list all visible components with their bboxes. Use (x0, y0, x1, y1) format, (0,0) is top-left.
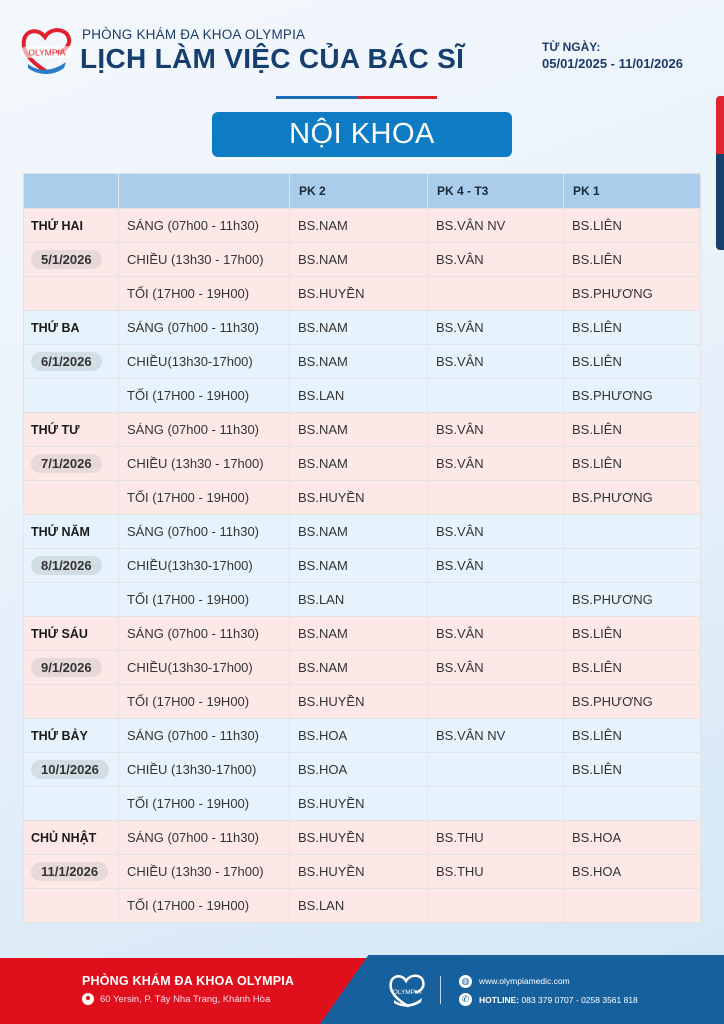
table-row (24, 515, 701, 549)
shift-cell: TỐI (17H00 - 19H00) (119, 481, 290, 515)
pk2-cell: BS.NAM (290, 209, 428, 243)
pk2-cell: BS.HUYỀN (290, 787, 428, 821)
table-row (24, 379, 701, 413)
shift-cell: SÁNG (07h00 - 11h30) (119, 617, 290, 651)
pk4-t3-cell (428, 277, 564, 311)
table-row (24, 685, 701, 719)
pk2-cell: BS.LAN (290, 889, 428, 923)
table-row (24, 617, 701, 651)
day-empty-cell (24, 787, 119, 821)
pk1-cell: BS.PHƯƠNG (564, 685, 701, 719)
footer-clinic-name: PHÒNG KHÁM ĐA KHOA OLYMPIA (82, 974, 295, 988)
pk4-t3-cell: BS.VÂN (428, 515, 564, 549)
page-title: LỊCH LÀM VIỆC CỦA BÁC SĨ (80, 43, 465, 74)
shift-cell: TỐI (17H00 - 19H00) (119, 787, 290, 821)
shift-cell: TỐI (17H00 - 19H00) (119, 379, 290, 413)
shift-cell: TỐI (17H00 - 19H00) (119, 889, 290, 923)
day-empty-cell (24, 277, 119, 311)
pk4-t3-cell: BS.VÂN (428, 549, 564, 583)
pk2-cell: BS.LAN (290, 583, 428, 617)
day-date-cell (24, 549, 119, 583)
table-row (24, 345, 701, 379)
table-row (24, 787, 701, 821)
pk2-cell: BS.NAM (290, 549, 428, 583)
date-badge: 10/1/2026 (31, 760, 109, 779)
date-badge: 6/1/2026 (31, 352, 102, 371)
day-date-cell (24, 345, 119, 379)
footer-olympia-logo (386, 970, 430, 1010)
pk4-t3-cell (428, 889, 564, 923)
pk1-cell: BS.HOA (564, 855, 701, 889)
table-row (24, 719, 701, 753)
footer-logo-text: OLYMPIA (392, 989, 422, 996)
pk1-cell: BS.LIÊN (564, 413, 701, 447)
pk2-cell: BS.NAM (290, 345, 428, 379)
pk1-cell: BS.LIÊN (564, 753, 701, 787)
day-date-cell (24, 753, 119, 787)
phone-icon: ✆ (459, 993, 472, 1006)
department-banner: NỘI KHOA (212, 112, 512, 157)
table-row (24, 583, 701, 617)
pk1-cell: BS.LIÊN (564, 209, 701, 243)
pk4-t3-cell: BS.VÂN (428, 651, 564, 685)
clinic-name: PHÒNG KHÁM ĐA KHOA OLYMPIA (82, 27, 306, 42)
table-row (24, 753, 701, 787)
pk1-cell (564, 549, 701, 583)
table-row (24, 209, 701, 243)
logo-text: OLYMPIA (28, 47, 66, 58)
pk4-t3-cell: BS.VÂN (428, 413, 564, 447)
footer-separator (440, 976, 441, 1004)
pk2-cell: BS.NAM (290, 515, 428, 549)
shift-cell: SÁNG (07h00 - 11h30) (119, 719, 290, 753)
pk2-cell: BS.NAM (290, 311, 428, 345)
table-row (24, 277, 701, 311)
pk4-t3-cell: BS.THU (428, 855, 564, 889)
date-label: TỪ NGÀY: (542, 40, 601, 54)
pk4-t3-cell (428, 753, 564, 787)
shift-cell: CHIỀU(13h30-17h00) (119, 345, 290, 379)
shift-cell: CHIỀU (13h30 - 17h00) (119, 243, 290, 277)
day-name: THỨ HAI (24, 209, 119, 243)
shift-cell: CHIỀU(13h30-17h00) (119, 651, 290, 685)
shift-cell: SÁNG (07h00 - 11h30) (119, 821, 290, 855)
table-row (24, 549, 701, 583)
hotline-numbers[interactable]: 083 379 0707 - 0258 3561 818 (521, 995, 638, 1005)
pk4-t3-cell (428, 379, 564, 413)
table-row (24, 821, 701, 855)
shift-cell: CHIỀU (13h30-17h00) (119, 753, 290, 787)
pk1-cell: BS.LIÊN (564, 447, 701, 481)
shift-cell: TỐI (17H00 - 19H00) (119, 277, 290, 311)
shift-cell: CHIỀU(13h30-17h00) (119, 549, 290, 583)
pk4-t3-cell: BS.VÂN (428, 243, 564, 277)
olympia-logo (18, 22, 76, 78)
pk2-cell: BS.NAM (290, 651, 428, 685)
day-empty-cell (24, 583, 119, 617)
shift-cell: SÁNG (07h00 - 11h30) (119, 515, 290, 549)
date-badge: 8/1/2026 (31, 556, 102, 575)
pk2-cell: BS.HUYỀN (290, 685, 428, 719)
day-date-cell (24, 243, 119, 277)
footer-blue-band (320, 955, 724, 1024)
pk4-t3-cell: BS.VÂN (428, 345, 564, 379)
pk4-t3-cell: BS.VÂN (428, 617, 564, 651)
pk4-t3-cell (428, 481, 564, 515)
table-row (24, 447, 701, 481)
pk1-cell: BS.LIÊN (564, 311, 701, 345)
day-empty-cell (24, 685, 119, 719)
pk4-t3-cell: BS.VÂN (428, 447, 564, 481)
day-name: THỨ SÁU (24, 617, 119, 651)
pk1-cell: BS.LIÊN (564, 345, 701, 379)
pk2-cell: BS.HUYỀN (290, 855, 428, 889)
shift-cell: SÁNG (07h00 - 11h30) (119, 209, 290, 243)
header-day (24, 174, 119, 209)
pk1-cell: BS.LIÊN (564, 719, 701, 753)
pk2-cell: BS.HUYỀN (290, 277, 428, 311)
header-pk2: PK 2 (290, 174, 428, 209)
pk1-cell: BS.LIÊN (564, 617, 701, 651)
pk1-cell: BS.LIÊN (564, 651, 701, 685)
pk1-cell: BS.PHƯƠNG (564, 379, 701, 413)
day-date-cell (24, 855, 119, 889)
pk1-cell: BS.PHƯƠNG (564, 277, 701, 311)
day-empty-cell (24, 379, 119, 413)
date-badge: 5/1/2026 (31, 250, 102, 269)
footer-website[interactable]: www.olympiamedic.com (479, 976, 570, 986)
day-name: THỨ BẢY (24, 719, 119, 753)
shift-cell: SÁNG (07h00 - 11h30) (119, 311, 290, 345)
pk2-cell: BS.HOA (290, 753, 428, 787)
table-row (24, 413, 701, 447)
date-badge: 7/1/2026 (31, 454, 102, 473)
day-date-cell (24, 651, 119, 685)
pk1-cell: BS.HOA (564, 821, 701, 855)
shift-cell: TỐI (17H00 - 19H00) (119, 583, 290, 617)
location-pin-icon (82, 993, 94, 1005)
pk2-cell: BS.NAM (290, 617, 428, 651)
schedule-body (24, 209, 701, 923)
pk4-t3-cell (428, 787, 564, 821)
day-name: THỨ NĂM (24, 515, 119, 549)
day-name: THỨ BA (24, 311, 119, 345)
side-decoration (716, 96, 724, 250)
schedule-table (23, 173, 701, 923)
table-header-row (24, 174, 701, 209)
pk1-cell: BS.PHƯƠNG (564, 583, 701, 617)
date-badge: 9/1/2026 (31, 658, 102, 677)
pk4-t3-cell: BS.THU (428, 821, 564, 855)
shift-cell: SÁNG (07h00 - 11h30) (119, 413, 290, 447)
day-name: CHỦ NHẬT (24, 821, 119, 855)
day-date-cell (24, 447, 119, 481)
globe-icon: ◍ (459, 975, 472, 988)
shift-cell: CHIỀU (13h30 - 17h00) (119, 447, 290, 481)
table-row (24, 889, 701, 923)
pk2-cell: BS.HUYỀN (290, 481, 428, 515)
pk2-cell: BS.HUYỀN (290, 821, 428, 855)
date-badge: 11/1/2026 (31, 862, 108, 881)
pk1-cell: BS.LIÊN (564, 243, 701, 277)
header-pk4-t3: PK 4 - T3 (428, 174, 564, 209)
pk2-cell: BS.NAM (290, 447, 428, 481)
pk1-cell: BS.PHƯƠNG (564, 481, 701, 515)
pk1-cell (564, 787, 701, 821)
header-shift (119, 174, 290, 209)
pk4-t3-cell: BS.VÂN (428, 311, 564, 345)
day-name: THỨ TƯ (24, 413, 119, 447)
pk2-cell: BS.HOA (290, 719, 428, 753)
table-row (24, 243, 701, 277)
pk1-cell (564, 515, 701, 549)
day-empty-cell (24, 481, 119, 515)
shift-cell: CHIỀU (13h30 - 17h00) (119, 855, 290, 889)
table-row (24, 855, 701, 889)
divider-red (358, 96, 437, 99)
hotline-label: HOTLINE: (479, 995, 520, 1005)
pk2-cell: BS.LAN (290, 379, 428, 413)
footer-address: 60 Yersin, P. Tây Nha Trang, Khánh Hòa (100, 994, 271, 1005)
pk2-cell: BS.NAM (290, 413, 428, 447)
pk4-t3-cell: BS.VÂN NV (428, 719, 564, 753)
footer-hotline (479, 995, 638, 1005)
table-row (24, 311, 701, 345)
divider-blue (276, 96, 358, 99)
table-row (24, 481, 701, 515)
pk2-cell: BS.NAM (290, 243, 428, 277)
day-empty-cell (24, 889, 119, 923)
pk4-t3-cell: BS.VÂN NV (428, 209, 564, 243)
shift-cell: TỐI (17H00 - 19H00) (119, 685, 290, 719)
pk4-t3-cell (428, 583, 564, 617)
pk1-cell (564, 889, 701, 923)
pk4-t3-cell (428, 685, 564, 719)
date-range: 05/01/2025 - 11/01/2026 (542, 56, 683, 71)
header-pk1: PK 1 (564, 174, 701, 209)
table-row (24, 651, 701, 685)
